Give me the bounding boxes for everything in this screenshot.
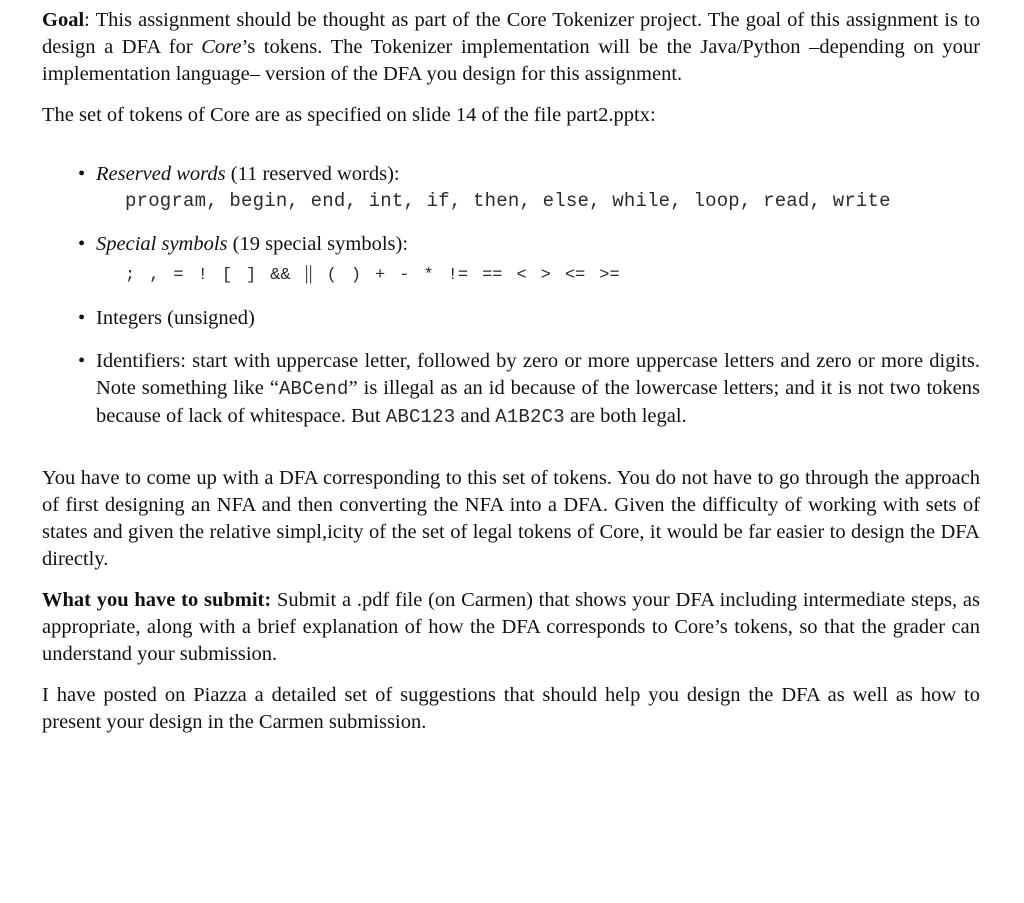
list-item-identifiers	[42, 348, 980, 431]
list-item-integers	[42, 305, 980, 332]
symbol-assign: =	[173, 266, 184, 285]
list-item-reserved-words	[42, 161, 980, 215]
identifier-example-legal-2: A1B2C3	[495, 406, 565, 428]
symbol-greater: >	[540, 266, 551, 285]
symbol-comma: ,	[149, 266, 160, 285]
symbol-semicolon: ;	[125, 266, 136, 285]
identifiers-text-c: and	[455, 405, 496, 427]
submit-text: Submit a .pdf file (on Carmen) that shows your DFA including intermediate steps, as appropriate, along with a brief explanation of how the DFA corresponds to Core’s tokens, so that the grader can understand your submission.	[42, 589, 980, 665]
special-symbols-count: (19 special symbols):	[227, 233, 409, 255]
symbol-lparen: (	[326, 266, 337, 285]
goal-paragraph	[42, 7, 980, 88]
submit-label: What you have to submit:	[42, 589, 272, 611]
bullet-icon: •	[78, 233, 86, 255]
identifiers-text-b: ” is illegal as an id because of the lowercase letters; and it is not two tokens because of lack of whitespace. But	[96, 377, 980, 427]
symbol-not-equal: !=	[447, 266, 469, 285]
symbol-rbracket: ]	[246, 266, 257, 285]
goal-core-italic: Core	[201, 36, 242, 58]
goal-text-a: : This assignment should be thought as part of the Core Tokenizer project. The goal of this assignment is to design a DFA for	[42, 9, 980, 58]
symbol-lbracket: [	[221, 266, 233, 285]
bullet-icon: •	[78, 307, 86, 329]
symbol-greater-equal: >=	[599, 266, 620, 285]
identifiers-text-d: are both legal.	[564, 405, 687, 427]
token-list	[42, 161, 980, 431]
reserved-words-count: (11 reserved words):	[225, 163, 400, 185]
reserved-words-code: program, begin, end, int, if, then, else, while, loop, read, write	[125, 190, 891, 212]
bullet-icon: •	[78, 350, 86, 372]
identifier-example-legal-1: ABC123	[385, 406, 456, 428]
identifier-example-illegal: ABCend	[278, 378, 349, 400]
symbol-not: !	[197, 266, 208, 285]
submit-paragraph	[42, 587, 980, 668]
symbol-less: <	[516, 266, 527, 285]
symbol-plus: +	[375, 266, 386, 285]
integers-text: Integers (unsigned)	[96, 307, 255, 329]
list-item-special-symbols	[42, 231, 980, 289]
symbol-and: &&	[270, 266, 291, 285]
reserved-words-title: Reserved words	[96, 163, 226, 185]
goal-text-b: ’s tokens. The Tokenizer implementation will be the Java/Python –depending on your implementation language– version of the DFA you design for this assignment.	[42, 36, 980, 85]
bullet-icon: •	[78, 163, 86, 185]
symbol-minus: -	[399, 266, 410, 285]
symbol-equal: ==	[482, 266, 503, 285]
assignment-document	[42, 7, 980, 736]
symbol-less-equal: <=	[564, 266, 586, 285]
special-symbols-row	[96, 260, 980, 289]
goal-label: Goal	[42, 9, 85, 31]
symbol-or: ||	[304, 262, 313, 284]
identifiers-text-a: Identifiers: start with uppercase letter, followed by zero or more uppercase letters and zero or more digits. Note something like “	[96, 350, 980, 399]
piazza-paragraph: I have posted on Piazza a detailed set of suggestions that should help you design the DFA as well as how to present your design in the Carmen submission.	[42, 684, 980, 733]
special-symbols-title: Special symbols	[96, 233, 228, 255]
symbol-times: *	[423, 266, 434, 285]
dfa-paragraph: You have to come up with a DFA corresponding to this set of tokens. You do not have to go through the approach of first designing an NFA and then converting the NFA into a DFA. Given the difficulty of working with sets of states and given the relative simpl,icity of the set of legal tokens of Core, it would be far easier to design the DFA directly.	[42, 467, 980, 570]
symbol-rparen: )	[350, 266, 362, 285]
token-set-intro: The set of tokens of Core are as specified on slide 14 of the file part2.pptx:	[42, 104, 656, 126]
